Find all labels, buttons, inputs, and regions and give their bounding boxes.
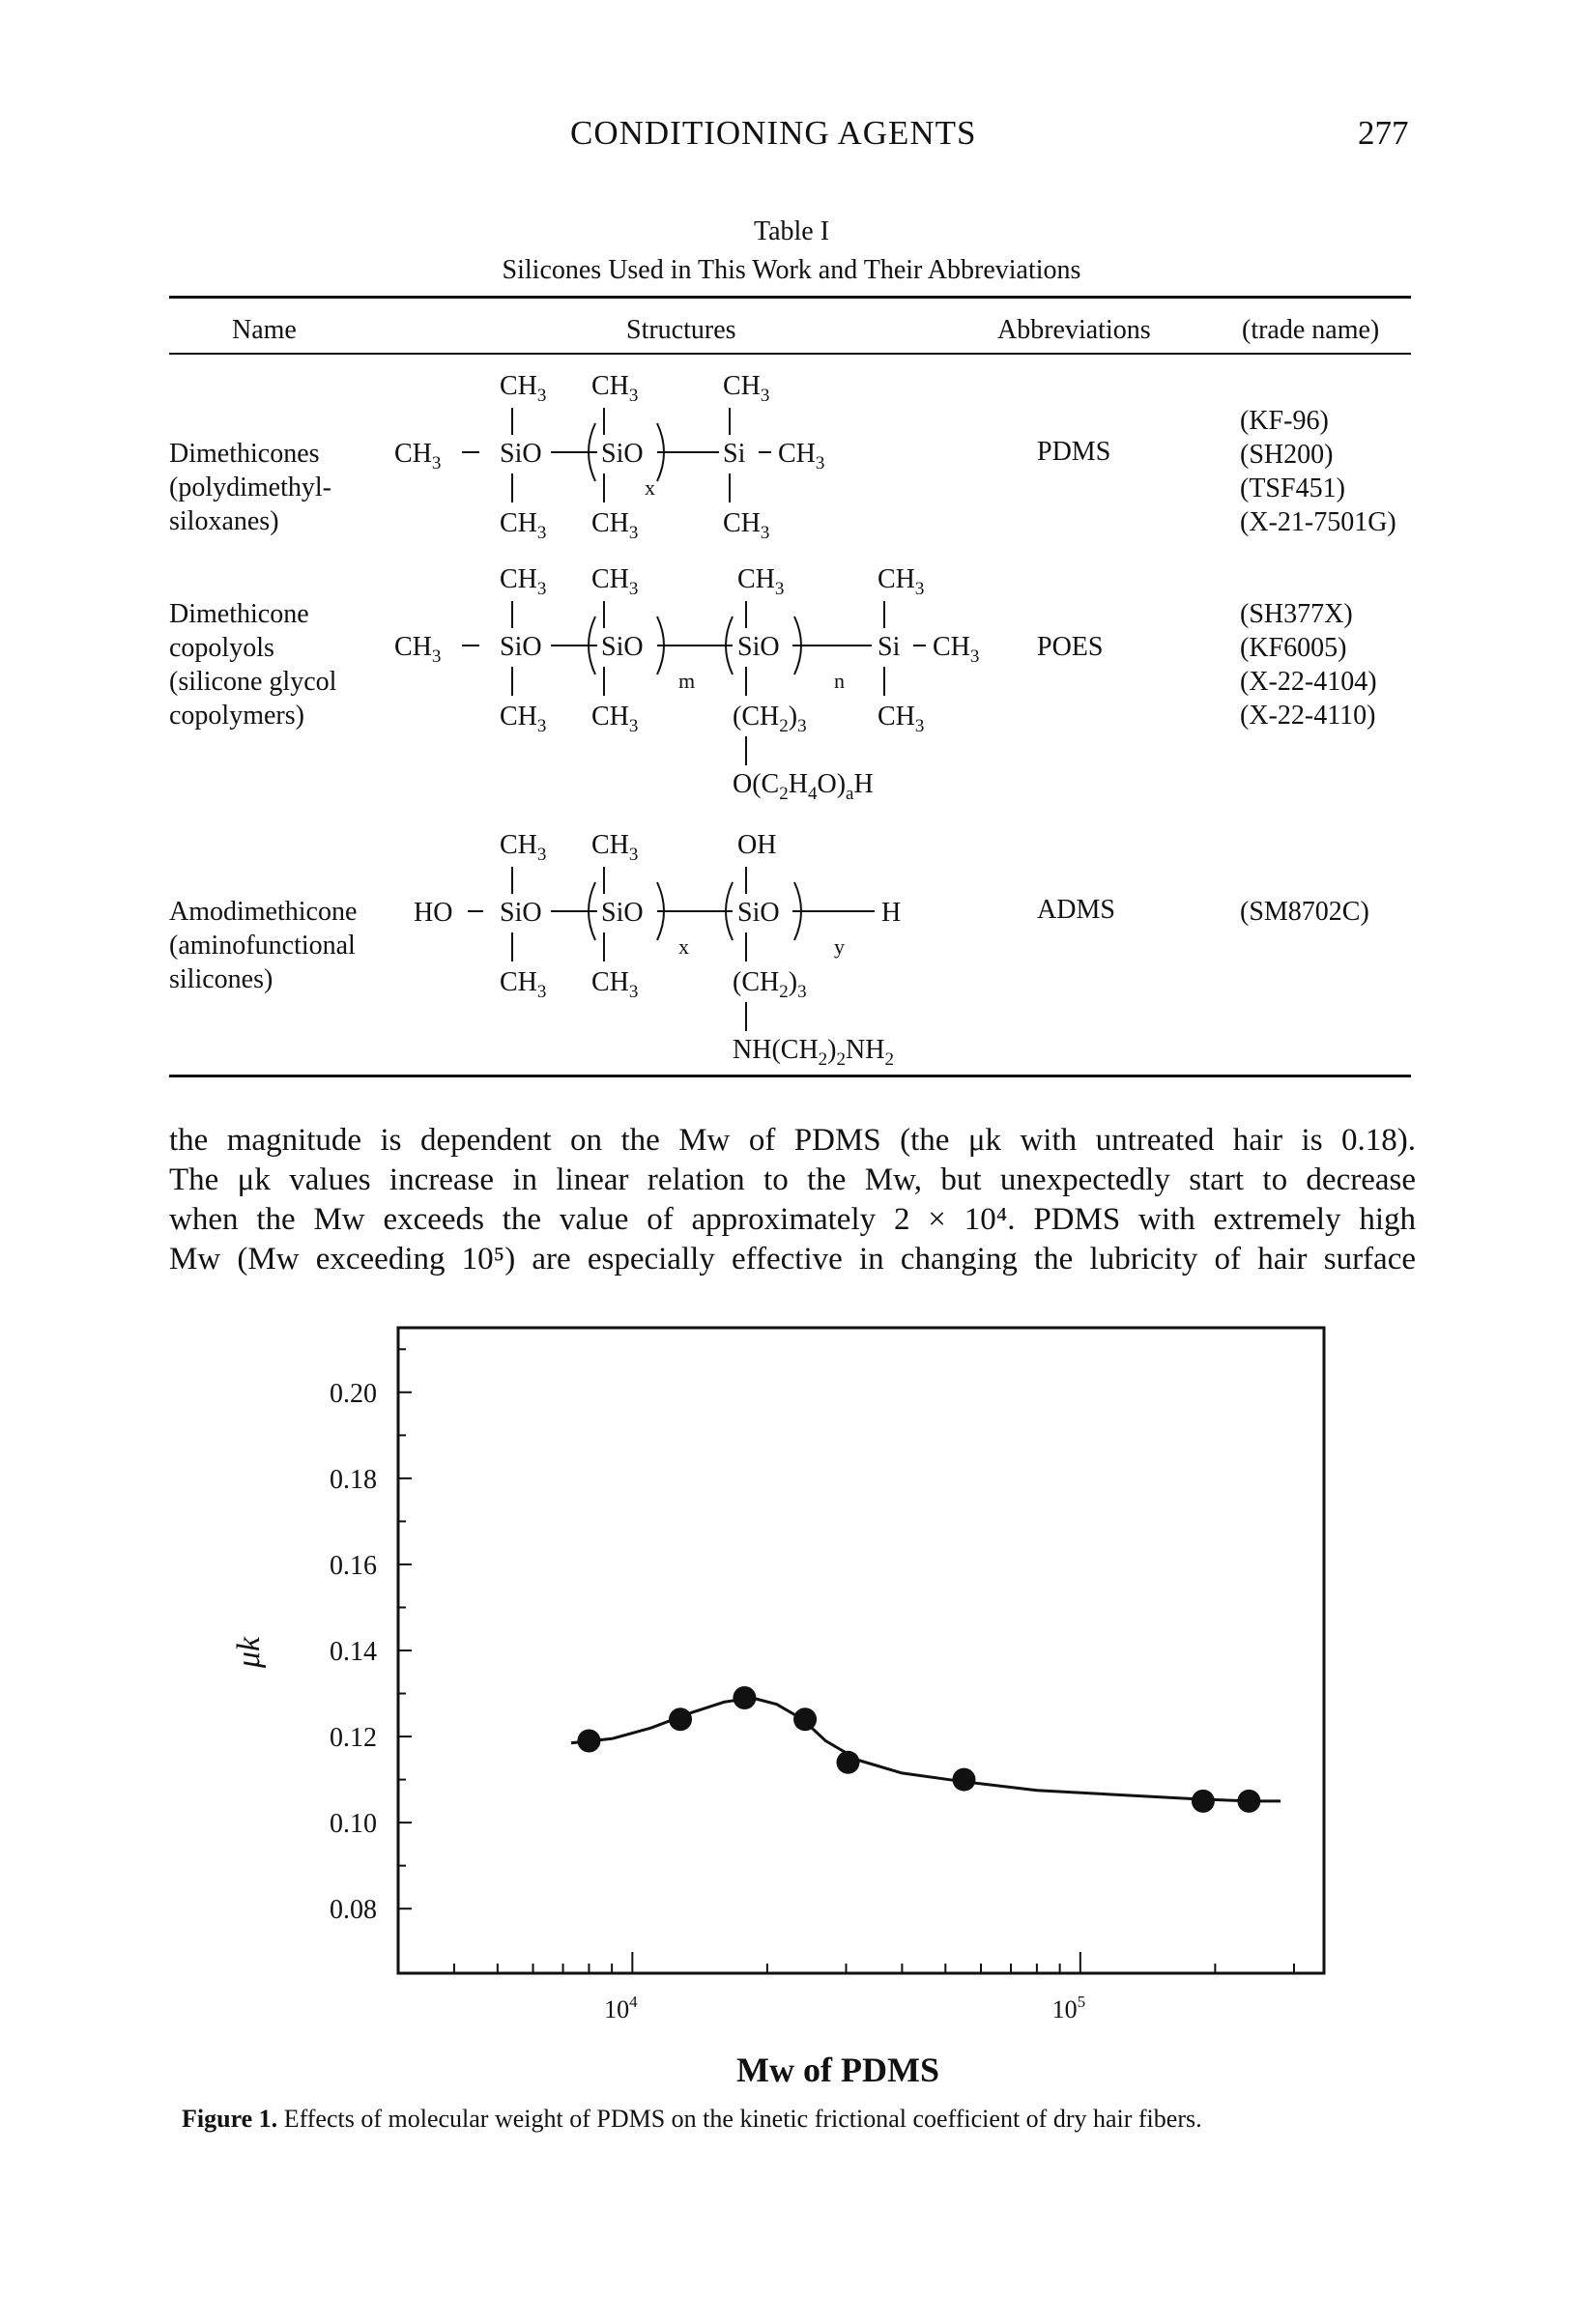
trade-name: (KF-96) (1240, 406, 1329, 436)
row-name-line: Dimethicone (169, 599, 309, 629)
paragraph-line: the magnitude is dependent on the Mw of PDMS (the μk with untreated hair is 0.18). (169, 1123, 1416, 1158)
row-name-line: silicones) (169, 964, 273, 994)
trade-name: (X-22-4104) (1240, 667, 1377, 697)
figure-caption (182, 2105, 1202, 2134)
row-name-line: (aminofunctional (169, 931, 356, 961)
svg-text:SiO: SiO (601, 898, 644, 928)
data-point (793, 1707, 817, 1731)
row-name-line: (silicone glycol (169, 667, 337, 697)
svg-text:CH3: $CH_3$ (500, 564, 547, 599)
y-tick-label: 0.10 (330, 1809, 377, 1840)
svg-text:m: m (678, 669, 696, 693)
svg-text:SiO: SiO (500, 898, 542, 928)
trade-name: (SH200) (1240, 440, 1334, 470)
sio: SiO (500, 439, 542, 469)
ch3: $CH_3$ (500, 508, 547, 541)
row-abbr-adms: ADMS (1037, 895, 1115, 925)
svg-text:OH: OH (737, 830, 777, 860)
table-caption-title: Silicones Used in This Work and Their Abbreviations (502, 255, 1081, 285)
paragraph-line: Mw (Mw exceeding 10⁵) are especially effective in changing the lubricity of hair surface (169, 1242, 1416, 1277)
x-tick-label: $10^4$ (604, 1993, 638, 2023)
svg-text:SiO: SiO (601, 632, 644, 662)
y-tick-label: 0.16 (330, 1550, 377, 1581)
paragraph-line: The μk values increase in linear relation to the Mw, but unexpectedly start to decrease (169, 1162, 1416, 1197)
svg-text:Si: Si (878, 632, 901, 662)
svg-text:SiO: SiO (500, 632, 542, 662)
subscript-x: x (645, 475, 655, 500)
y-tick-label: 0.14 (330, 1637, 377, 1667)
ch3: $CH_3$ (723, 371, 770, 406)
row-name-line: copolymers) (169, 701, 304, 731)
y-tick-label: 0.18 (330, 1464, 377, 1495)
svg-text:SiO: SiO (737, 632, 780, 662)
svg-text:CH3: $CH_3$ (591, 702, 639, 736)
svg-text:n: n (834, 669, 845, 693)
ch3: $CH_3$ (591, 508, 639, 541)
page-number: 277 (1358, 114, 1409, 152)
sio: SiO (601, 439, 644, 469)
svg-text:CH3: $CH_3$ (591, 967, 639, 1002)
col-header-abbreviations: Abbreviations (997, 315, 1151, 345)
svg-text:x: x (678, 934, 689, 959)
x-axis-label: Mw of PDMS (736, 2051, 939, 2089)
col-header-structures: Structures (626, 315, 736, 345)
svg-text:CH3: $CH_3$ (500, 830, 547, 865)
svg-text:CH3: $CH_3$ (500, 967, 547, 1002)
col-header-name: Name (232, 315, 297, 345)
figure-caption-label: Figure 1. (182, 2105, 278, 2133)
trade-name: (SM8702C) (1240, 897, 1369, 927)
data-point (1192, 1790, 1215, 1813)
ch3: $CH_3$ (591, 371, 639, 406)
data-point (733, 1686, 756, 1709)
svg-text:y: y (834, 934, 845, 959)
svg-text:SiO: SiO (737, 898, 780, 928)
row-name-line: (polydimethyl- (169, 473, 331, 502)
y-tick-label: 0.12 (330, 1723, 377, 1754)
figure-caption-text: Effects of molecular weight of PDMS on the kinetic frictional coefficient of dry hair fibers. (283, 2105, 1202, 2133)
running-title: CONDITIONING AGENTS (570, 114, 977, 152)
row-name-line: Dimethicones (169, 439, 320, 469)
svg-text:CH3: $CH_3$ (394, 632, 442, 667)
svg-text:CH3: $CH_3$ (591, 564, 639, 599)
ch3: $CH_3$ (500, 371, 547, 406)
svg-text:CH3: $CH_3$ (878, 702, 925, 736)
data-point (577, 1730, 600, 1753)
svg-text:H: H (881, 898, 902, 928)
ch3: $CH_3$ (394, 439, 442, 473)
row-name-line: siloxanes) (169, 506, 279, 536)
row-name-line: copolyols (169, 633, 274, 663)
trade-name: (SH377X) (1240, 599, 1353, 629)
paragraph-line: when the Mw exceeds the value of approximately 2 × 10⁴. PDMS with extremely high (169, 1202, 1416, 1237)
ch3: $CH_3$ (778, 439, 825, 473)
svg-text:CH3: $CH_3$ (500, 702, 547, 736)
svg-text:(CH2)3: $(CH_2)_3$ (733, 967, 807, 1002)
col-header-trade-name: (trade name) (1242, 315, 1380, 345)
data-point (669, 1707, 692, 1731)
svg-text:(CH2)3: $(CH_2)_3$ (733, 702, 807, 736)
data-point (1237, 1790, 1260, 1813)
svg-text:NH(CH2)2NH2: $NH(CH_2)_2NH_2$ (733, 1035, 894, 1068)
svg-text:CH3: $CH_3$ (933, 632, 980, 667)
row-abbr-poes: POES (1037, 632, 1104, 662)
plot-frame (398, 1328, 1324, 1973)
svg-text:CH3: $CH_3$ (878, 564, 925, 599)
svg-text:CH3: $CH_3$ (591, 830, 639, 865)
data-point (952, 1768, 975, 1792)
y-tick-label: 0.08 (330, 1895, 377, 1926)
y-tick-label: 0.20 (330, 1378, 377, 1409)
trade-name: (TSF451) (1240, 473, 1345, 503)
svg-text:CH3: $CH_3$ (737, 564, 785, 599)
trade-name: (X-22-4110) (1240, 701, 1376, 731)
trade-name: (X-21-7501G) (1240, 507, 1396, 537)
y-axis-label: μk (231, 1636, 267, 1669)
svg-text:HO: HO (414, 898, 453, 928)
svg-text:O(C2H4O)aH: $O(C_2H_4O)_aH$ (733, 769, 874, 802)
ch3: $CH_3$ (723, 508, 770, 541)
data-point (836, 1751, 859, 1774)
trade-name: (KF6005) (1240, 633, 1347, 663)
x-tick-label: $10^5$ (1051, 1993, 1086, 2023)
row-name-line: Amodimethicone (169, 897, 358, 927)
table-caption-label: Table I (753, 216, 830, 246)
row-abbr-pdms: PDMS (1037, 437, 1111, 467)
si: Si (723, 439, 746, 469)
